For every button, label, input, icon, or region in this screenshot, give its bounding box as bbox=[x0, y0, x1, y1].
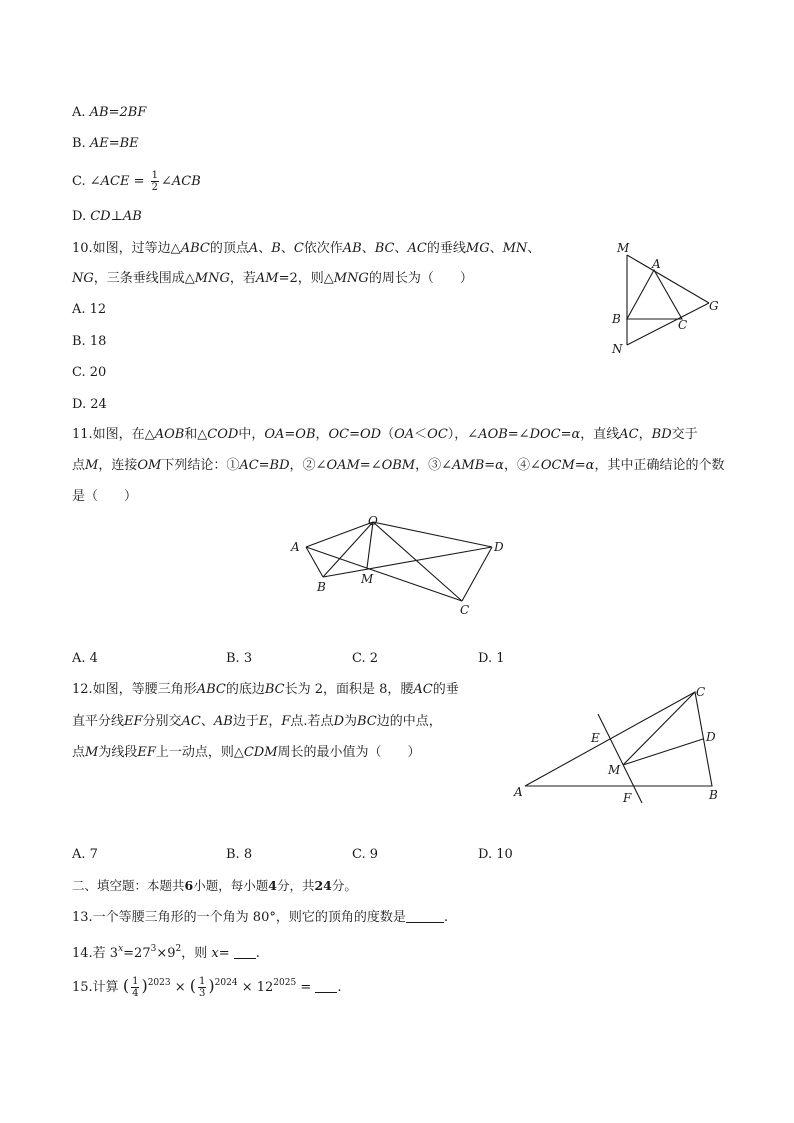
label-b: B bbox=[317, 580, 326, 594]
label-n: N bbox=[612, 342, 623, 356]
q11-stem-line1: 11.如图，在△AOB和△COD中，OA=OB，OC=OD（OA＜OC），∠AOB=∠DOC=α，直线AC，BD交于 bbox=[72, 427, 698, 442]
q11-option-c: C. 2 bbox=[352, 651, 379, 666]
q10-option-a: A. 12 bbox=[72, 302, 107, 317]
q10-stem-line1: 10.如图，过等边△ABC的顶点A、B、C依次作AB、BC、AC的垂线MG、MN、 bbox=[72, 241, 541, 256]
q11-stem-line3: 是（ ） bbox=[72, 489, 138, 504]
segment-om bbox=[367, 522, 373, 568]
label-b: B bbox=[612, 312, 621, 326]
label-m: M bbox=[361, 572, 374, 586]
q10-option-b: B. 18 bbox=[72, 334, 107, 349]
segment-ob bbox=[323, 522, 373, 577]
q9-option-d: D. CD⊥AB bbox=[72, 209, 142, 224]
segment-cm bbox=[623, 692, 695, 765]
label-a: A bbox=[514, 785, 523, 799]
label-f: F bbox=[623, 791, 632, 805]
line-ac bbox=[306, 547, 462, 601]
label-d: D bbox=[494, 540, 504, 554]
label-m: M bbox=[608, 763, 621, 777]
perpendicular-bisector-ef bbox=[598, 714, 642, 803]
q12-stem-line1: 12.如图，等腰三角形ABC的底边BC长为 2，面积是 8，腰AC的垂 bbox=[72, 682, 459, 697]
q12-stem-line3: 点M为线段EF上一动点，则△CDM周长的最小值为（ ） bbox=[72, 745, 421, 760]
answer-blank[interactable] bbox=[406, 910, 444, 923]
label-c: C bbox=[678, 318, 688, 332]
segment-md bbox=[623, 739, 703, 765]
label-o: O bbox=[368, 514, 378, 528]
answer-blank[interactable] bbox=[315, 980, 337, 993]
fraction-one-half: $\frac{1}{2}$ bbox=[151, 170, 159, 193]
triangle-abc bbox=[627, 270, 682, 319]
q10-stem-line2: NG，三条垂线围成△MNG，若AM=2，则△MNG的周长为（ ） bbox=[72, 271, 473, 286]
q11-option-a: A. 4 bbox=[72, 651, 98, 666]
q11-stem-line2: 点M，连接OM下列结论：①AC=BD，②∠OAM=∠OBM，③∠AMB=α，④∠OCM=α，其中正确结论的个数 bbox=[72, 458, 725, 473]
segment-ng bbox=[627, 303, 709, 345]
q14-stem: 14.若 $3^x=27^3\times 9^2$，则 x= . bbox=[72, 944, 260, 961]
label-c: C bbox=[460, 603, 470, 617]
q12-option-d: D. 10 bbox=[478, 847, 513, 862]
q10-figure bbox=[600, 235, 730, 360]
q11-figure bbox=[285, 510, 515, 620]
segment-od bbox=[373, 522, 492, 547]
q11-option-b: B. 3 bbox=[226, 651, 253, 666]
q12-option-a: A. 7 bbox=[72, 847, 98, 862]
section-heading-fill-in: 二、填空题：本题共6小题，每小题4分，共24分。 bbox=[72, 878, 357, 893]
q12-figure bbox=[505, 680, 735, 810]
segment-oa bbox=[306, 522, 373, 547]
q12-stem-line2: 直平分线EF分别交AC、AB边于E，F点.若点D为BC边的中点， bbox=[72, 714, 442, 729]
label-d: D bbox=[706, 730, 716, 744]
label-a: A bbox=[652, 257, 661, 271]
label-a: A bbox=[291, 540, 300, 554]
q15-stem: 15.计算 ( $\frac{1}{4}$ )$^{2023}$ × ( $\frac{1}{3}$ )$^{2024} \times 12^{2025}$ = . bbox=[72, 976, 342, 999]
q9-option-b: B. AE=BE bbox=[72, 136, 139, 151]
q9-option-c: C. ∠ACE = $\frac{1}{2}$ ∠ACB bbox=[72, 170, 201, 193]
label-c: C bbox=[696, 685, 706, 699]
answer-blank[interactable] bbox=[234, 946, 256, 959]
segment-dc bbox=[462, 547, 492, 601]
q10-option-d: D. 24 bbox=[72, 397, 107, 412]
q11-option-d: D. 1 bbox=[478, 651, 505, 666]
label-m: M bbox=[617, 241, 630, 255]
q9-option-a: A. AB=2BF bbox=[72, 105, 147, 120]
q12-option-c: C. 9 bbox=[352, 847, 379, 862]
q10-option-c: C. 20 bbox=[72, 365, 107, 380]
segment-oc bbox=[373, 522, 462, 601]
label-b: B bbox=[709, 788, 718, 802]
q12-option-b: B. 8 bbox=[226, 847, 253, 862]
label-e: E bbox=[591, 731, 600, 745]
label-g: G bbox=[709, 299, 719, 313]
q13-stem: 13.一个等腰三角形的一个角为 80°，则它的顶角的度数是 . bbox=[72, 910, 448, 925]
